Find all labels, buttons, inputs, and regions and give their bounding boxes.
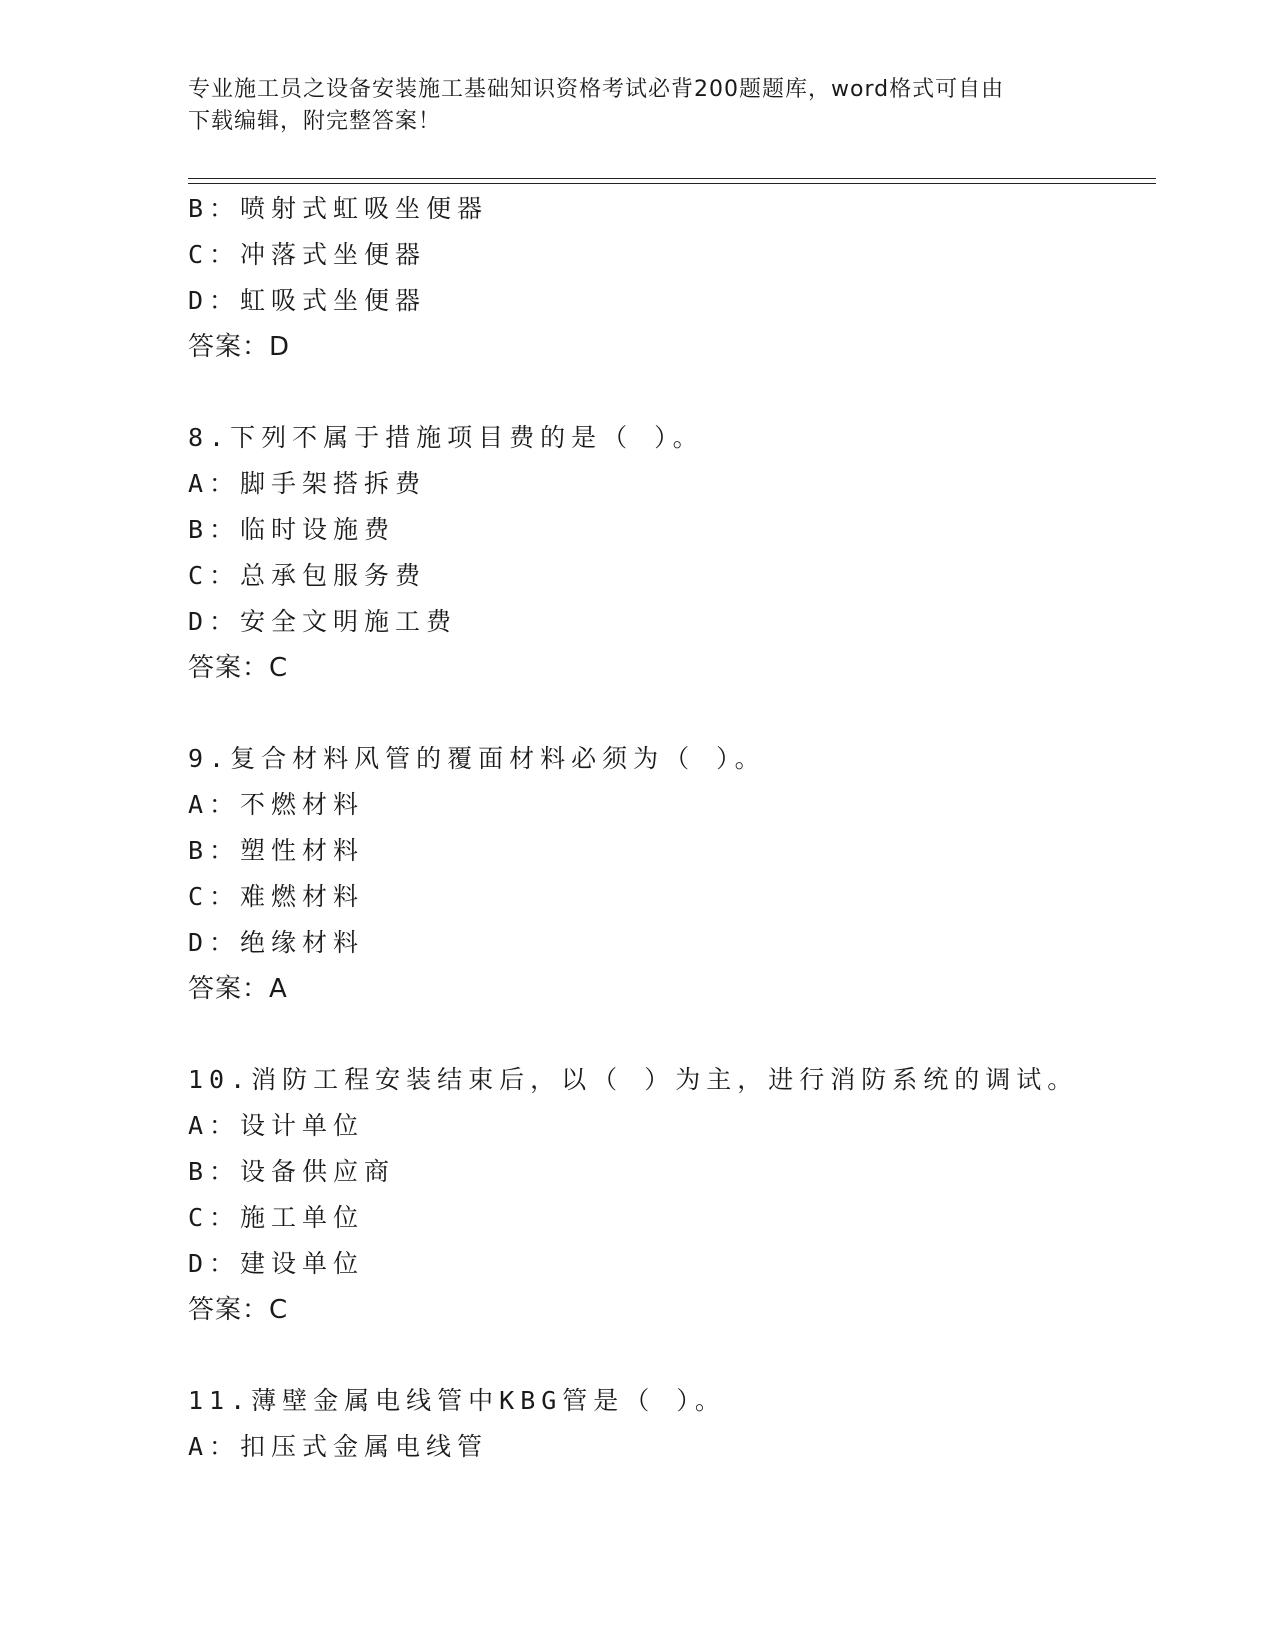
- question-stem: 8.下列不属于措施项目费的是（ ）。: [188, 423, 704, 452]
- option-c: C：难燃材料: [188, 882, 365, 911]
- option-d: D：建设单位: [188, 1249, 365, 1278]
- option-c: C：冲落式坐便器: [188, 240, 427, 269]
- header-line-2: 下载编辑，附完整答案！: [188, 109, 442, 134]
- option-b: B：喷射式虹吸坐便器: [188, 194, 489, 223]
- spacer: [188, 1012, 1156, 1057]
- option-b: B：临时设施费: [188, 515, 396, 544]
- header-divider-bottom: [188, 183, 1156, 184]
- option-c: C：施工单位: [188, 1203, 365, 1232]
- header-divider-top: [188, 178, 1156, 179]
- header-line-1: 专业施工员之设备安装施工基础知识资格考试必背200题题库，word格式可自由: [188, 77, 1005, 102]
- option-d: D：安全文明施工费: [188, 607, 458, 636]
- option-a: A：不燃材料: [188, 790, 365, 819]
- answer-line: 答案：C: [188, 1295, 289, 1325]
- answer-line: 答案：C: [188, 653, 289, 683]
- question-11: [188, 1378, 1156, 1470]
- option-b: B：塑性材料: [188, 836, 365, 865]
- option-d: D：绝缘材料: [188, 928, 365, 957]
- spacer: [188, 370, 1156, 415]
- answer-line: 答案：D: [188, 332, 291, 362]
- spacer: [188, 691, 1156, 736]
- spacer: [188, 1333, 1156, 1378]
- option-a: A：扣压式金属电线管: [188, 1432, 489, 1461]
- question-10: [188, 1057, 1156, 1333]
- option-d: D：虹吸式坐便器: [188, 286, 427, 315]
- option-c: C：总承包服务费: [188, 561, 427, 590]
- document-header: [188, 74, 1078, 138]
- option-a: A：脚手架搭拆费: [188, 469, 427, 498]
- option-b: B：设备供应商: [188, 1157, 396, 1186]
- question-stem: 9.复合材料风管的覆面材料必须为（ ）。: [188, 744, 766, 773]
- question-stem: 11.薄壁金属电线管中KBG管是（ ）。: [188, 1386, 726, 1415]
- question-8: [188, 415, 1156, 691]
- question-7-continued: [188, 186, 1156, 370]
- option-a: A：设计单位: [188, 1111, 365, 1140]
- question-stem: 10.消防工程安装结束后，以（ ）为主，进行消防系统的调试。: [188, 1065, 1079, 1094]
- question-9: [188, 736, 1156, 1012]
- answer-line: 答案：A: [188, 974, 288, 1004]
- question-list: [188, 186, 1156, 1470]
